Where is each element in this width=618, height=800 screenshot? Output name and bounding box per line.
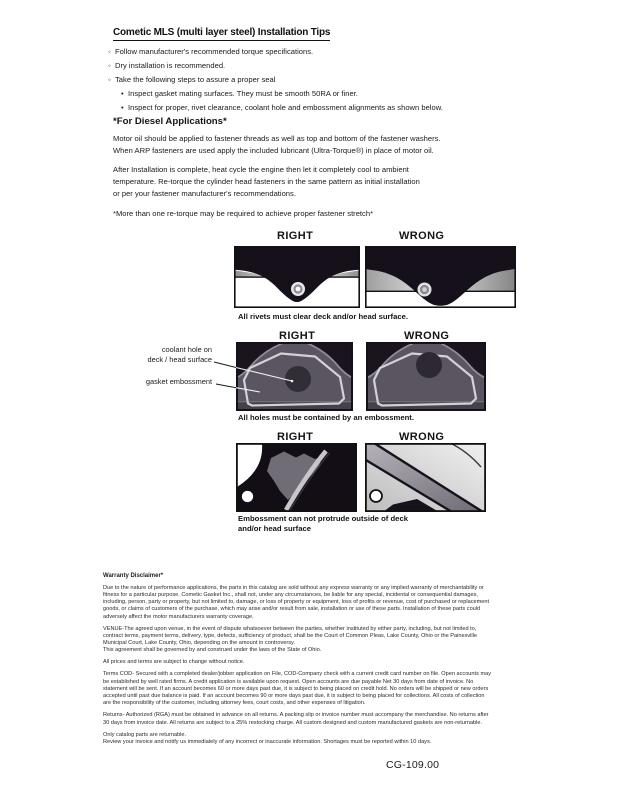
text-line: When ARP fasteners are used apply the included lubricant (Ultra-Torque®) in place of motor oil. bbox=[113, 145, 434, 155]
bolt-hole-icon bbox=[242, 491, 253, 502]
tip-item bbox=[108, 87, 528, 101]
text-line: Returns- Authorized (RGA) must be obtained in advance on all returns. A packing slip or invoice number must accompany the merchandise. No returns after bbox=[103, 712, 489, 719]
tip-item bbox=[108, 59, 528, 73]
text-line: statement will be sent. If an account becomes 60 or more days past due, it is subject to being placed on credit hold. No orders will be shipped or new orders bbox=[103, 685, 489, 692]
paragraph bbox=[103, 671, 527, 707]
text-line: temperature. Re-torque the cylinder head fasteners in the same pattern as initial installation bbox=[113, 177, 420, 187]
bullet-icon: ◦ bbox=[108, 60, 111, 70]
row3-right-label: RIGHT bbox=[277, 431, 314, 443]
text-line: All prices and terms are subject to change without notice. bbox=[103, 659, 245, 666]
text-line: After Installation is complete, heat cycle the engine then let it completely cool to ambient bbox=[113, 165, 409, 175]
paragraph bbox=[103, 659, 527, 666]
rivet-icon bbox=[291, 282, 305, 296]
text-line: Review your invoice and notify us immediately of any incorrect or inaccurate information. Shortages must be reported within 10 days. bbox=[103, 738, 432, 745]
gasket-embossment-label: gasket embossment bbox=[145, 377, 212, 386]
row2-wrong-label: WRONG bbox=[404, 330, 450, 342]
text-line: Motor oil should be applied to fastener threads as well as top and bottom of the fastener washers. bbox=[113, 134, 441, 143]
deck-edge-wrong-diagram bbox=[365, 443, 486, 512]
text-line: Only catalog parts are returnable. bbox=[103, 731, 187, 738]
text-line: 30 days from invoice date. All returns are subject to a 25% restocking charge. All custom designed and custom manufactured gaskets are non-returnable. bbox=[103, 719, 483, 726]
bolt-hole-icon bbox=[370, 490, 382, 502]
rivet-right-diagram bbox=[234, 246, 360, 308]
bullet-icon: • bbox=[121, 102, 124, 112]
row2-right-label: RIGHT bbox=[279, 330, 316, 342]
rivet-icon bbox=[418, 283, 432, 297]
tip-text: Dry installation is recommended. bbox=[115, 60, 226, 70]
text-line: accepted until past due balance is paid. If an account becomes 90 or more days past due, it is subject to being placed for collections. All costs of collection bbox=[103, 693, 485, 700]
row3-caption: Embossment can not protrude outside of deck and/or head surface bbox=[238, 514, 408, 534]
paragraph bbox=[113, 208, 513, 220]
row2-caption: All holes must be contained by an embossment. bbox=[238, 413, 414, 422]
coolant-hole-label: coolant hole on deck / head surface bbox=[147, 345, 212, 365]
coolant-hole-icon bbox=[285, 366, 311, 392]
paragraph bbox=[103, 732, 527, 747]
diesel-heading: *For Diesel Applications* bbox=[113, 116, 227, 127]
row1-caption: All rivets must clear deck and/or head surface. bbox=[238, 312, 409, 321]
text-line: *More than one re-torque may be required to achieve proper fastener stretch* bbox=[113, 208, 374, 218]
text-line: goods, or claims of customers of the purchase, which may arise and/or result from sale, installation or use of these parts. Installation of these parts could bbox=[103, 606, 481, 613]
row3-wrong-label: WRONG bbox=[399, 431, 445, 443]
paragraph bbox=[113, 133, 513, 156]
row1-wrong-label: WRONG bbox=[399, 230, 445, 242]
tip-text: Follow manufacturer's recommended torque specifications. bbox=[115, 47, 314, 56]
tip-item bbox=[108, 45, 528, 59]
tips-list bbox=[108, 45, 528, 115]
embossment-wrong-diagram bbox=[366, 342, 486, 411]
page-code: CG-109.00 bbox=[386, 759, 440, 771]
rivet-wrong-diagram bbox=[365, 246, 516, 308]
bullet-icon: ◦ bbox=[108, 74, 111, 84]
text-line: or per your fastener manufacturer's recommendations. bbox=[113, 188, 296, 198]
bullet-icon: ◦ bbox=[108, 47, 111, 56]
diesel-paragraphs bbox=[113, 133, 513, 227]
deck-edge-right-diagram bbox=[236, 443, 357, 512]
paragraph bbox=[103, 712, 527, 727]
tip-item bbox=[108, 101, 528, 115]
text-line: Due to the nature of performance applications, the parts in this catalog are sold without any express warranty or any implied warranty of merchantability or bbox=[103, 584, 484, 591]
tip-text: Inspect gasket mating surfaces. They must be smooth 50RA or finer. bbox=[128, 88, 358, 98]
bullet-icon: • bbox=[121, 88, 124, 98]
row1-right-label: RIGHT bbox=[277, 230, 314, 242]
text-line: Terms COD- Secured with a completed dealer/jobber application on File, COD-Company check with a current credit card number on file. Open accounts may bbox=[103, 671, 492, 678]
text-line: be established by well rated firms. A credit application is available upon request. Open accounts are due payable Net 30 days from date of invoice. No bbox=[103, 678, 474, 685]
text-line: adversely affect the motor manufacturers warranty coverage. bbox=[103, 613, 254, 620]
text-line: This agreement shall be governed by and construed under the laws of the State of Ohio. bbox=[103, 647, 322, 654]
tip-item bbox=[108, 73, 528, 87]
text-line: contract terms, payment terms, delivery, type, defects, sufficiency of product, shall be the Court of Common Pleas, Lake County, Ohio or the Painesville bbox=[103, 632, 478, 639]
text-line: including, person, party or property, but not limited to, damage, or loss of property or equipment, loss of profits or revenue, cost of purchased or replacement bbox=[103, 599, 490, 606]
text-line: VENUE-The agreed upon venue, in the event of dispute whatsoever between the parties, whether instituted by either party, including, but not limited to, bbox=[103, 625, 477, 632]
fineprint-paragraphs bbox=[103, 585, 527, 747]
warranty-disclaimer bbox=[103, 573, 527, 751]
paragraph bbox=[103, 585, 527, 621]
text-line: Municipal Court, Lake County, Ohio, depending on the amount in controversy. bbox=[103, 640, 295, 647]
coolant-hole-icon bbox=[416, 352, 442, 378]
tip-text: Take the following steps to assure a proper seal bbox=[115, 74, 276, 84]
paragraph bbox=[113, 164, 513, 199]
text-line: are the responsibility of the customer, including attorney fees, court costs, and other expenses of litigation. bbox=[103, 700, 366, 707]
paragraph bbox=[103, 626, 527, 655]
text-line: fitness for a particular purpose. Cometic Gasket Inc., shall not, under any circumstances, be liable for any special, incidental or consequential damages, bbox=[103, 591, 478, 598]
tip-text: Inspect for proper, rivet clearance, coolant hole and embossment alignments as shown below. bbox=[128, 102, 443, 112]
warranty-heading: Warranty Disclaimer* bbox=[103, 573, 164, 579]
page-title: Cometic MLS (multi layer steel) Installation Tips bbox=[113, 27, 330, 41]
embossment-right-diagram bbox=[236, 342, 353, 411]
